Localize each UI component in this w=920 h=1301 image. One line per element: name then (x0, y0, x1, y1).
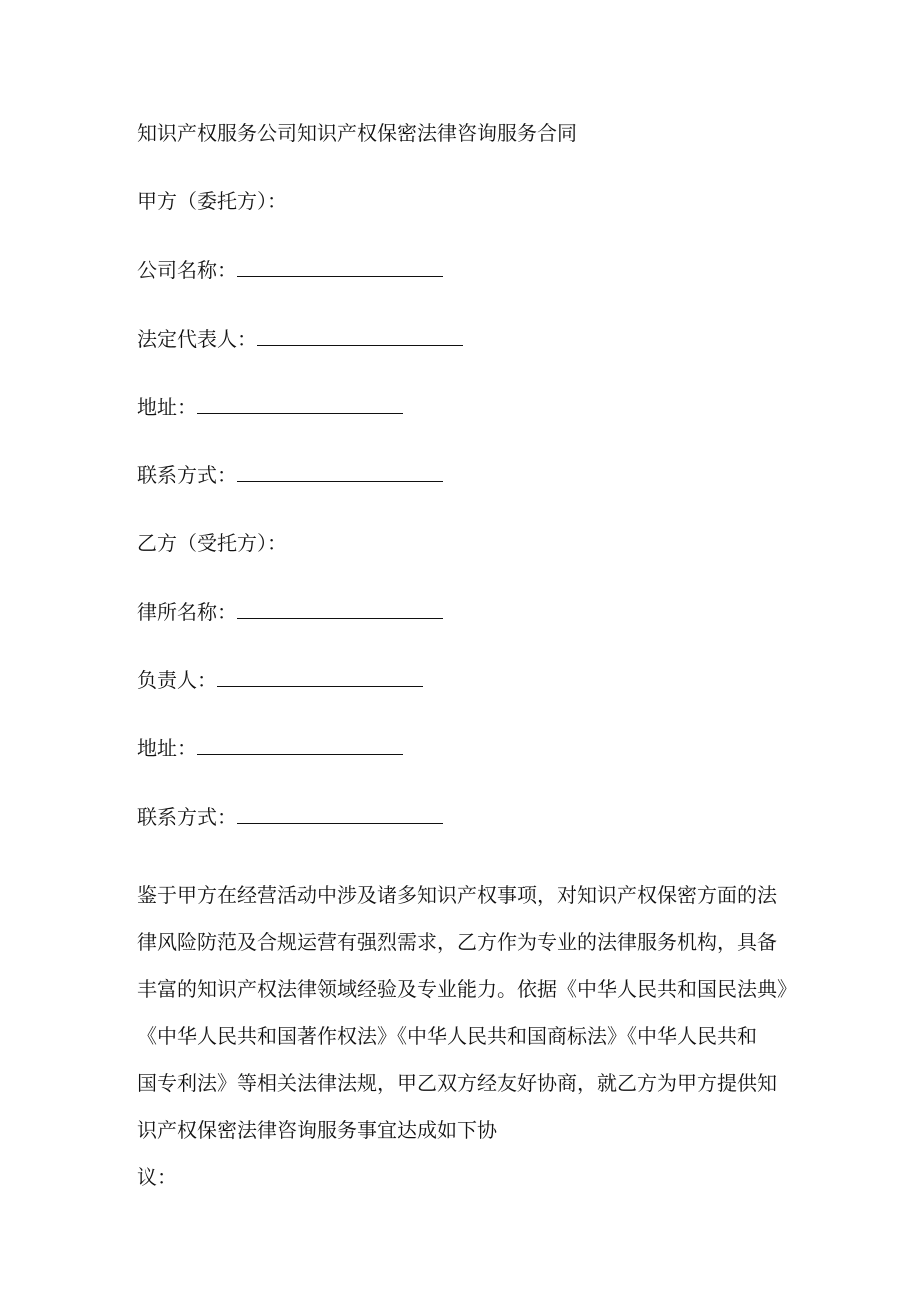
preamble-line: 《中华人民共和国著作权法》《中华人民共和国商标法》《中华人民共和 (137, 1024, 757, 1048)
party-b-principal-label: 负责人： (137, 668, 217, 692)
party-a-address-blank (197, 395, 403, 414)
party-a-company-label: 公司名称： (137, 258, 237, 282)
party-b-contact-blank (237, 805, 443, 824)
party-b-heading: 乙方（受托方）： (137, 531, 287, 555)
party-a-company-blank (237, 258, 443, 277)
party-a-heading: 甲方（委托方）： (137, 189, 287, 213)
party-a-contact-row (137, 463, 443, 487)
party-b-address-row (137, 736, 403, 760)
party-a-representative-blank (257, 327, 463, 346)
party-b-contact-row (137, 805, 443, 829)
party-a-company-row (137, 258, 443, 282)
party-b-firm-label: 律所名称： (137, 600, 237, 624)
party-b-firm-row (137, 600, 443, 624)
party-a-address-row (137, 395, 403, 419)
document-title: 知识产权服务公司知识产权保密法律咨询服务合同 (137, 121, 577, 145)
preamble-paragraph (137, 872, 797, 1198)
party-a-contact-blank (237, 463, 443, 482)
preamble-line: 丰富的知识产权法律领域经验及专业能力。依据《中华人民共和国民法典》 (137, 977, 797, 1001)
party-b-address-blank (197, 736, 403, 755)
party-a-representative-label: 法定代表人： (137, 327, 257, 351)
preamble-line: 识产权保密法律咨询服务事宜达成如下协 (137, 1118, 497, 1142)
party-b-principal-blank (217, 668, 423, 687)
party-b-address-label: 地址： (137, 736, 197, 760)
party-a-address-label: 地址： (137, 395, 197, 419)
preamble-line: 议： (137, 1165, 177, 1189)
party-b-principal-row (137, 668, 423, 692)
preamble-line: 国专利法》等相关法律法规，甲乙双方经友好协商，就乙方为甲方提供知 (137, 1071, 777, 1095)
party-a-contact-label: 联系方式： (137, 463, 237, 487)
party-b-contact-label: 联系方式： (137, 805, 237, 829)
party-b-firm-blank (237, 600, 443, 619)
party-a-representative-row (137, 327, 463, 351)
preamble-line: 律风险防范及合规运营有强烈需求，乙方作为专业的法律服务机构，具备 (137, 930, 777, 954)
preamble-line: 鉴于甲方在经营活动中涉及诸多知识产权事项，对知识产权保密方面的法 (137, 883, 777, 907)
